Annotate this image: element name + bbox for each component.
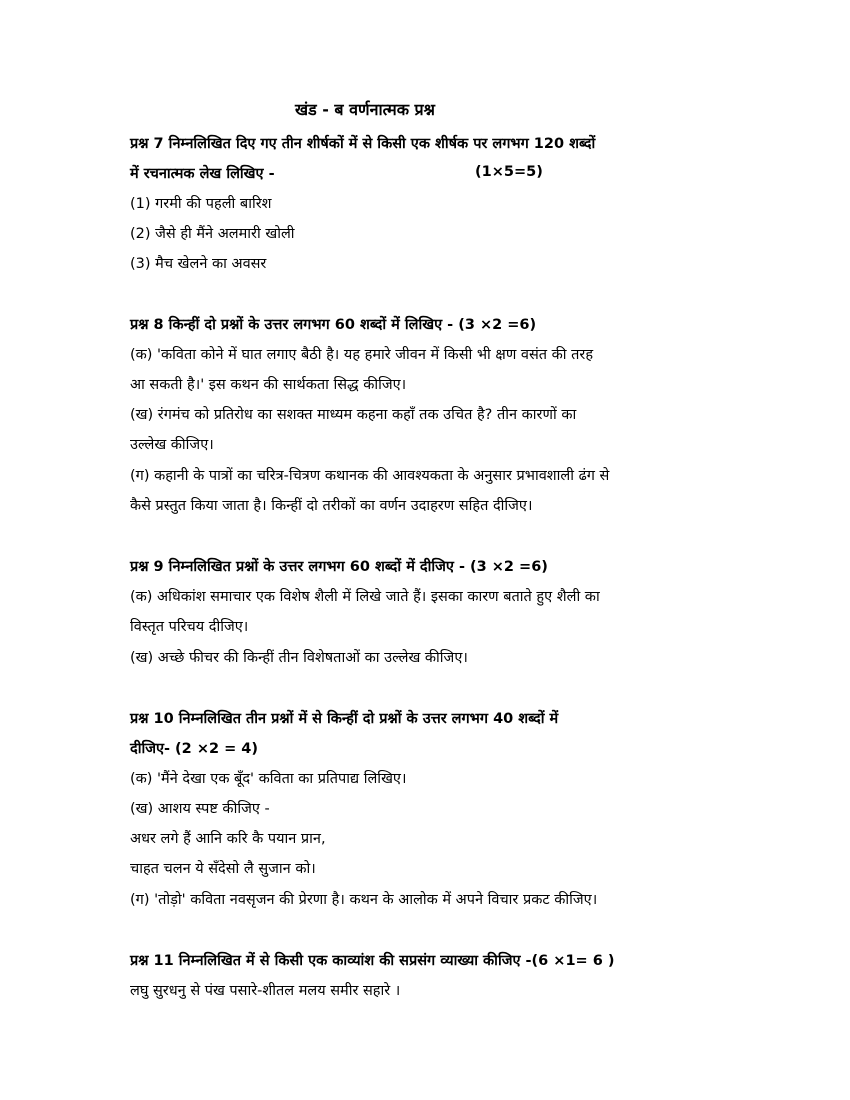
q8-line: आ सकती है।' इस कथन की सार्थकता सिद्ध कीजिए। [130,377,407,393]
q7-heading-line2: में रचनात्मक लेख लिखिए - [130,166,275,182]
q9-line: (क) अधिकांश समाचार एक विशेष शैली में लिखे जाते हैं। इसका कारण बताते हुए शैली का [130,589,600,605]
q8-line: कैसे प्रस्तुत किया जाता है। किन्हीं दो तरीकों का वर्णन उदाहरण सहित दीजिए। [130,498,533,514]
q8-line: (ग) कहानी के पात्रों का चरित्र-चित्रण कथानक की आवश्यकता के अनुसार प्रभावशाली ढंग से [130,468,610,484]
q10-line: (ख) आशय स्पष्ट कीजिए - [130,801,270,817]
q8-line: (क) 'कविता कोने में घात लगाए बैठी है। यह हमारे जीवन में किसी भी क्षण वसंत की तरह [130,347,594,363]
q9-heading: प्रश्न 9 निम्नलिखित प्रश्नों के उत्तर लगभग 60 शब्दों में दीजिए - (3 ×2 =6) [130,559,548,575]
q10-heading-line2: दीजिए- (2 ×2 = 4) [130,741,259,757]
q8-line: (ख) रंगमंच को प्रतिरोध का सशक्त माध्यम कहना कहाँ तक उचित है? तीन कारणों का [130,407,577,423]
q11-heading: प्रश्न 11 निम्नलिखित में से किसी एक काव्यांश की सप्रसंग व्याख्या कीजिए -(6 ×1= 6 ) [130,953,615,969]
q10-line: (ग) 'तोड़ो' कविता नवसृजन की प्रेरणा है। कथन के आलोक में अपने विचार प्रकट कीजिए। [130,892,598,908]
q7-marks: (1×5=5) [475,164,543,180]
q9-line: (ख) अच्छे फीचर की किन्हीं तीन विशेषताओं का उल्लेख कीजिए। [130,650,468,666]
q7-option: (2) जैसे ही मैंने अलमारी खोली [130,226,295,242]
section-title: खंड - ब वर्णनात्मक प्रश्न [295,100,435,119]
q7-option: (3) मैच खेलने का अवसर [130,256,267,272]
q8-line: उल्लेख कीजिए। [130,437,214,453]
q10-heading-line1: प्रश्न 10 निम्नलिखित तीन प्रश्नों में से किन्हीं दो प्रश्नों के उत्तर लगभग 40 शब्दों में [130,711,559,727]
q9-line: विस्तृत परिचय दीजिए। [130,619,249,635]
q7-option: (1) गरमी की पहली बारिश [130,196,272,212]
q10-line: (क) 'मैंने देखा एक बूँद' कविता का प्रतिपाद्य लिखिए। [130,771,407,787]
q10-verse-line: चाहत चलन ये सँदेसो लै सुजान को। [130,861,316,877]
q11-verse-line: लघु सुरधनु से पंख पसारे-शीतल मलय समीर सहारे । [130,983,401,999]
q8-heading: प्रश्न 8 किन्हीं दो प्रश्नों के उत्तर लगभग 60 शब्दों में लिखिए - (3 ×2 =6) [130,317,537,333]
q10-verse-line: अधर लगे हैं आनि करि कै पयान प्रान, [130,831,326,847]
q7-heading-line1: प्रश्न 7 निम्नलिखित दिए गए तीन शीर्षकों में से किसी एक शीर्षक पर लगभग 120 शब्दों [130,136,596,152]
